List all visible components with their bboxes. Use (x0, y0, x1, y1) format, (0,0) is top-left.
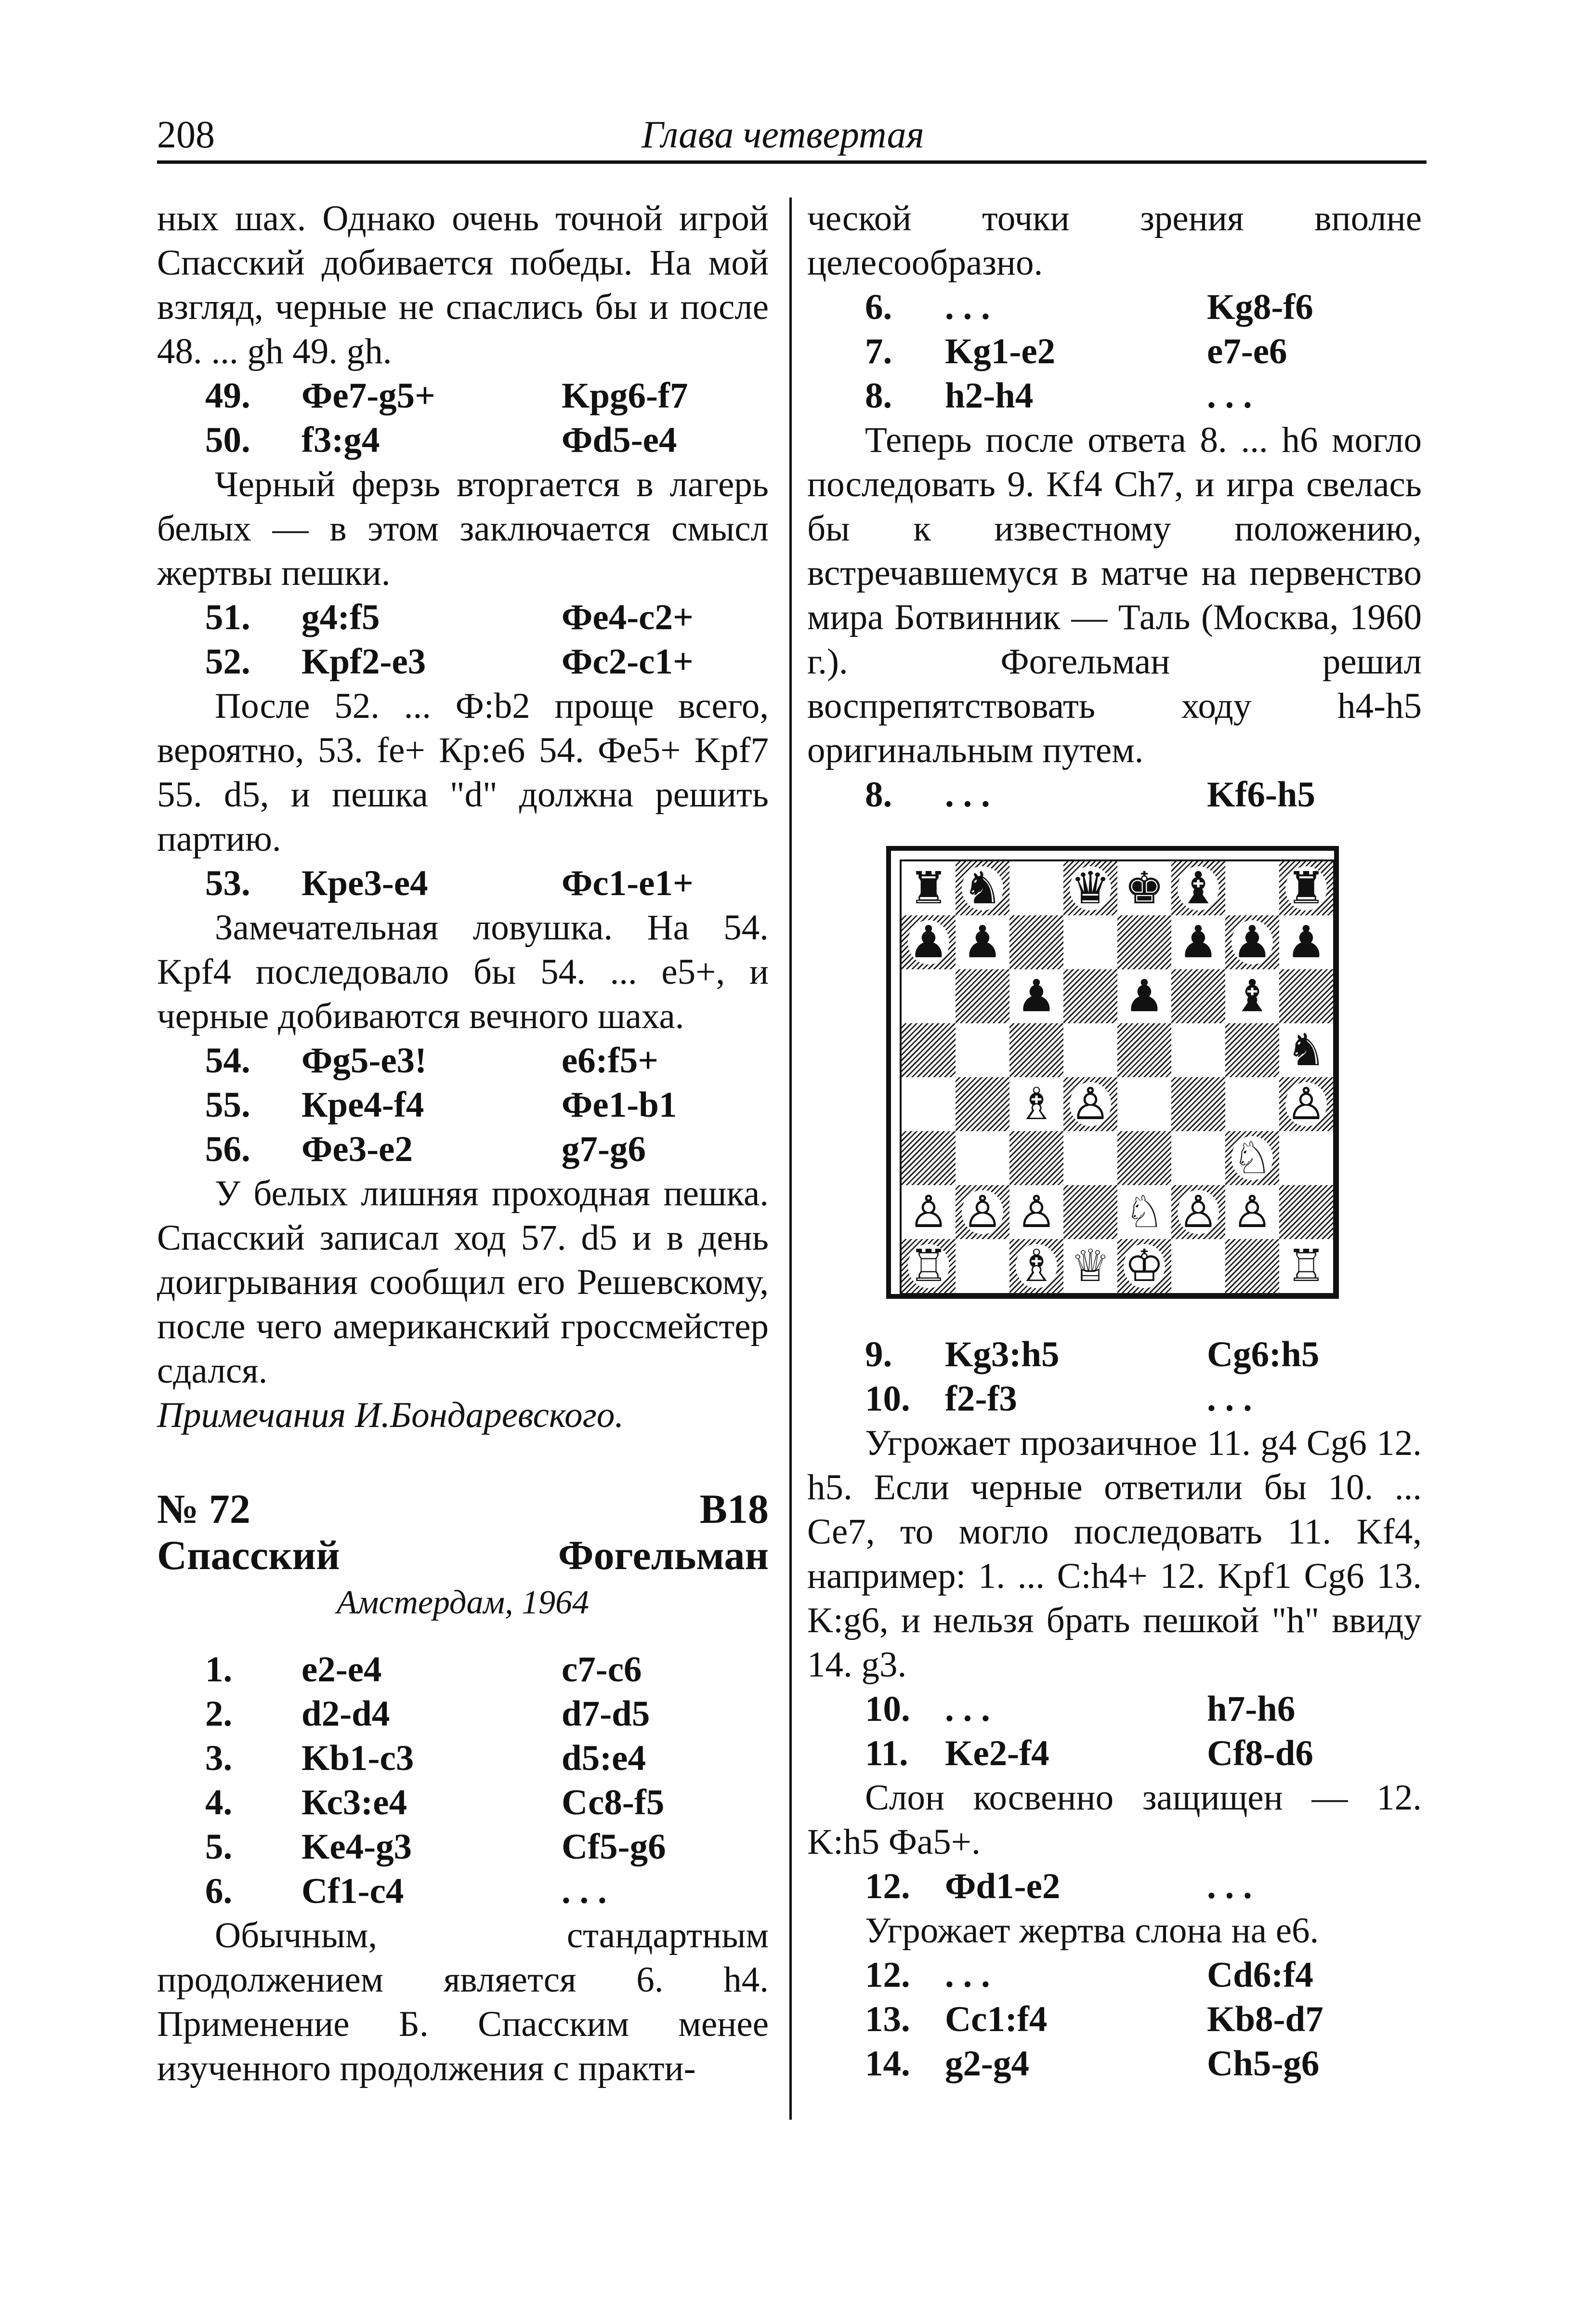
white-move: Ke2-f4 (945, 1733, 1049, 1773)
white-move: е2-е4 (301, 1650, 382, 1690)
board-square (956, 1077, 1009, 1131)
move-row (807, 1731, 1422, 1776)
board-square (1009, 1023, 1063, 1077)
paragraph: У белых лишняя проходная пешка. Спасский записал ход 57. d5 и в день доигрывания сообщил его Решевскому, после чего американский гроссмейстер сдался. (157, 1174, 769, 1391)
chess-piece-icon: ♖ (908, 1240, 949, 1292)
board-square (956, 1239, 1009, 1293)
move-list (807, 1864, 1422, 1909)
board-square (1225, 1185, 1279, 1239)
white-move: Kg1-e2 (945, 331, 1056, 371)
black-move: Cf8-d6 (1207, 1733, 1313, 1773)
move-row (807, 1333, 1422, 1377)
move-row (157, 861, 769, 906)
paragraph: Замечательная ловушка. На 54. Kpf4 последовало бы 54. ... е5+, и черные добиваются вечного шаха. (157, 908, 769, 1036)
right-column (807, 197, 1422, 2086)
black-move: Kf6-h5 (1207, 775, 1315, 815)
chess-piece-icon: ♙ (1016, 1186, 1057, 1238)
paragraph: Угрожает жертва слона на е6. (865, 1911, 1319, 1951)
chess-piece-icon: ♟ (908, 916, 949, 968)
board-square (902, 861, 956, 915)
white-move: f3:g4 (301, 420, 380, 460)
white-move: Kg3:h5 (945, 1334, 1060, 1374)
white-move: Кс3:е4 (301, 1783, 407, 1822)
board-square (1171, 1185, 1225, 1239)
move-row (807, 285, 1422, 330)
move-number: 8. (865, 775, 892, 815)
white-move: h2-h4 (945, 376, 1034, 416)
move-row (157, 1781, 769, 1825)
move-number: 12. (865, 1866, 910, 1906)
board-square (1279, 1131, 1333, 1185)
move-number: 50. (205, 420, 250, 460)
board-square (1171, 969, 1225, 1023)
chess-piece-icon: ♙ (962, 1186, 1003, 1238)
move-row (157, 418, 769, 462)
black-move: Kpg6-f7 (562, 376, 688, 416)
black-move: Cd6:f4 (1207, 1955, 1313, 1995)
board-square (1009, 969, 1063, 1023)
white-move: . . . (945, 1689, 990, 1729)
chess-piece-icon: ♟ (1286, 916, 1326, 968)
board-square (1279, 1239, 1333, 1293)
white-move: . . . (945, 1955, 990, 1995)
game-heading (157, 1486, 769, 1625)
move-list (157, 374, 769, 462)
black-move: е7-е6 (1207, 331, 1287, 371)
move-row (157, 595, 769, 640)
black-move: Фс2-с1+ (562, 642, 694, 682)
chess-piece-icon: ♛ (1070, 862, 1111, 914)
board-square (1225, 915, 1279, 969)
white-move: d2-d4 (301, 1694, 390, 1734)
white-move: Ke4-g3 (301, 1827, 412, 1867)
board-square (956, 1185, 1009, 1239)
board-square (1117, 969, 1171, 1023)
chess-piece-icon: ♝ (1232, 970, 1272, 1022)
header-rule (157, 160, 1427, 164)
white-move: Кре4-f4 (301, 1085, 424, 1125)
board-square (1063, 1185, 1117, 1239)
move-row (807, 330, 1422, 374)
chess-piece-icon: ♙ (1286, 1078, 1326, 1130)
move-row (807, 1997, 1422, 2042)
white-player: Спасский (157, 1532, 340, 1578)
board-square (1225, 1239, 1279, 1293)
board-square (902, 1077, 956, 1131)
chess-piece-icon: ♟ (962, 916, 1003, 968)
board-square (1117, 1185, 1171, 1239)
board-square (1171, 1023, 1225, 1077)
chess-piece-icon: ♗ (1016, 1078, 1057, 1130)
black-move: Фс1-е1+ (562, 863, 694, 903)
move-row (807, 773, 1422, 817)
paragraph: ных шах. Однако очень точной игрой Спасский добивается победы. На мой взгляд, черные не спаслись бы и после 48. ... gh 49. gh. (157, 198, 769, 371)
page-number: 208 (157, 114, 215, 156)
chess-piece-icon: ♙ (1178, 1186, 1218, 1238)
black-move: g7-g6 (562, 1129, 646, 1169)
move-row (157, 1648, 769, 1692)
board-square (1279, 861, 1333, 915)
board-square (1171, 1077, 1225, 1131)
white-move: Фе7-g5+ (301, 376, 435, 416)
move-row (807, 1864, 1422, 1909)
move-list (807, 1687, 1422, 1776)
black-move: Cf5-g6 (562, 1827, 666, 1867)
paragraph: Угрожает прозаичное 11. g4 Cg6 12. h5. Если черные ответили бы 10. ... Се7, то могло последовать 11. Kf4, например: 1. ... C:h4+ 12. Kpf1 Cg6 13. K:g6, и нельзя брать пешкой "h" ввиду 14. g3. (807, 1423, 1422, 1685)
board-square (1117, 915, 1171, 969)
board-square (902, 1023, 956, 1077)
black-move: . . . (1207, 1379, 1252, 1419)
move-row (157, 640, 769, 684)
board-square (1171, 915, 1225, 969)
move-row (807, 1377, 1422, 1421)
board-square (1171, 1239, 1225, 1293)
board-square (1009, 1239, 1063, 1293)
move-number: 1. (205, 1650, 233, 1690)
chess-piece-icon: ♗ (1016, 1240, 1057, 1292)
black-move: Фd5-e4 (562, 420, 677, 460)
board-square (1063, 1077, 1117, 1131)
board-square (902, 1185, 956, 1239)
board-frame (886, 846, 1339, 1299)
paragraph: Слон косвенно защищен — 12. K:h5 Фа5+. (807, 1778, 1422, 1862)
board-square (902, 915, 956, 969)
board-square (1063, 1131, 1117, 1185)
chess-piece-icon: ♘ (1232, 1132, 1272, 1184)
board-square (1171, 861, 1225, 915)
chess-piece-icon: ♟ (1016, 970, 1057, 1022)
move-row (157, 1736, 769, 1781)
board-square (1063, 915, 1117, 969)
move-number: 49. (205, 376, 250, 416)
white-move: . . . (945, 775, 990, 815)
chess-piece-icon: ♔ (1124, 1240, 1165, 1292)
white-move: Cf1-c4 (301, 1871, 404, 1911)
move-list (807, 285, 1422, 418)
paragraph: Теперь после ответа 8. ... h6 могло последовать 9. Kf4 Ch7, и игра свелась бы к известному положению, встречавшемуся в матче на первенство мира Ботвинник — Таль (Москва, 1960 г.). Фогельман решил воспрепятствовать ходу h4-h5 оригинальным путем. (807, 420, 1422, 770)
move-row (157, 374, 769, 418)
paragraph: После 52. ... Ф:b2 проще всего, вероятно, 53. fe+ Кр:е6 54. Фе5+ Kpf7 55. d5, и пешка "d" должна решить партию. (157, 686, 769, 859)
board-square (1171, 1131, 1225, 1185)
page-header (157, 111, 1424, 164)
board-square (1009, 1185, 1063, 1239)
board-square (902, 1131, 956, 1185)
move-row (807, 374, 1422, 418)
move-number: 11. (865, 1733, 908, 1773)
move-number: 55. (205, 1085, 250, 1125)
board-square (902, 969, 956, 1023)
move-row (157, 1127, 769, 1172)
board-square (1009, 915, 1063, 969)
move-number: 52. (205, 642, 250, 682)
move-row (157, 1039, 769, 1083)
move-row (157, 1825, 769, 1869)
board-square (1279, 1023, 1333, 1077)
move-row (157, 1692, 769, 1736)
board-square (1279, 1077, 1333, 1131)
chess-piece-icon: ♕ (1070, 1240, 1111, 1292)
black-move: с7-с6 (562, 1650, 642, 1690)
board-square (1279, 969, 1333, 1023)
black-move: Kg8-f6 (1207, 287, 1313, 327)
black-move: . . . (1207, 376, 1252, 416)
board-square (1009, 861, 1063, 915)
move-list (157, 1039, 769, 1172)
move-number: 53. (205, 863, 250, 903)
chess-piece-icon: ♘ (1124, 1186, 1165, 1238)
chess-piece-icon: ♙ (1232, 1186, 1272, 1238)
board-square (1117, 1131, 1171, 1185)
board-square (1117, 1023, 1171, 1077)
chess-piece-icon: ♙ (1070, 1078, 1111, 1130)
chess-piece-icon: ♟ (1124, 970, 1165, 1022)
black-player: Фогельман (558, 1532, 769, 1578)
white-move: g4:f5 (301, 597, 380, 637)
paragraph: Обычным, стандартным продолжением является 6. h4. Применение Б. Спасским менее изученного продолжения с практи- (157, 1915, 769, 2088)
move-list (807, 1333, 1422, 1421)
move-list (157, 861, 769, 906)
board-square (1063, 969, 1117, 1023)
board-square (1117, 1077, 1171, 1131)
board-square (956, 1131, 1009, 1185)
annotator-credit: Примечания И.Бондаревского. (157, 1395, 624, 1435)
move-list (157, 595, 769, 684)
black-move: Фе4-с2+ (562, 597, 694, 637)
board-square (1009, 1077, 1063, 1131)
move-number: 54. (205, 1041, 250, 1081)
game-number: № 72 (157, 1486, 250, 1532)
board-square (1009, 1131, 1063, 1185)
white-move: g2-g4 (945, 2044, 1029, 2084)
column-divider (789, 198, 792, 2120)
move-row (157, 1083, 769, 1127)
chess-piece-icon: ♜ (908, 862, 949, 914)
move-number: 51. (205, 597, 250, 637)
chess-diagram (886, 846, 1358, 1299)
eco-code: В18 (699, 1486, 769, 1532)
move-number: 10. (865, 1379, 910, 1419)
board-square (1225, 861, 1279, 915)
move-list (807, 1953, 1422, 2086)
black-move: . . . (562, 1871, 607, 1911)
white-move: Kpf2-e3 (301, 642, 426, 682)
black-move: Ch5-g6 (1207, 2044, 1320, 2084)
chess-piece-icon: ♖ (1286, 1240, 1326, 1292)
black-move: Фе1-b1 (562, 1085, 677, 1125)
white-move: f2-f3 (945, 1379, 1017, 1419)
white-move: Cc1:f4 (945, 1999, 1048, 2039)
board-square (956, 1023, 1009, 1077)
black-move: Cg6:h5 (1207, 1334, 1320, 1374)
chess-piece-icon: ♜ (1286, 862, 1326, 914)
white-move: Кре3-е4 (301, 863, 428, 903)
white-move: Фd1-e2 (945, 1866, 1061, 1906)
black-move: e6:f5+ (562, 1041, 658, 1081)
chess-piece-icon: ♟ (1232, 916, 1272, 968)
chess-piece-icon: ♚ (1124, 862, 1165, 914)
move-number: 9. (865, 1334, 892, 1374)
board-square (1063, 1239, 1117, 1293)
move-row (807, 2042, 1422, 2086)
white-move: Фе3-е2 (301, 1129, 413, 1169)
board-square (1225, 1131, 1279, 1185)
move-number: 10. (865, 1689, 910, 1729)
move-number: 12. (865, 1955, 910, 1995)
chess-board (900, 859, 1335, 1295)
board-square (1225, 1077, 1279, 1131)
paragraph: ческой точки зрения вполне целесообразно. (807, 198, 1422, 283)
venue: Амстердам, 1964 (336, 1584, 590, 1621)
move-list (807, 773, 1422, 817)
move-list (157, 1648, 769, 1914)
move-row (157, 1869, 769, 1914)
move-number: 2. (205, 1694, 233, 1734)
white-move: Фg5-e3! (301, 1041, 427, 1081)
board-square (1063, 1023, 1117, 1077)
board-square (956, 969, 1009, 1023)
move-number: 6. (865, 287, 892, 327)
paragraph: Черный ферзь вторгается в лагерь белых — в этом заключается смысл жертвы пешки. (157, 464, 769, 593)
board-square (1279, 915, 1333, 969)
chess-piece-icon: ♟ (1178, 916, 1218, 968)
board-square (1063, 861, 1117, 915)
board-square (956, 861, 1009, 915)
move-number: 5. (205, 1827, 233, 1867)
black-move: Kb8-d7 (1207, 1999, 1323, 2039)
white-move: Kb1-c3 (301, 1738, 414, 1778)
running-title: Глава четвертая (642, 114, 924, 156)
board-square (1225, 1023, 1279, 1077)
board-square (1117, 861, 1171, 915)
move-row (807, 1687, 1422, 1731)
left-column (157, 197, 769, 2091)
move-number: 4. (205, 1783, 233, 1822)
move-number: 7. (865, 331, 892, 371)
black-move: Сс8-f5 (562, 1783, 665, 1822)
chess-piece-icon: ♙ (908, 1186, 949, 1238)
move-number: 6. (205, 1871, 233, 1911)
board-square (1225, 969, 1279, 1023)
move-number: 3. (205, 1738, 233, 1778)
black-move: . . . (1207, 1866, 1252, 1906)
move-number: 13. (865, 1999, 910, 2039)
move-number: 8. (865, 376, 892, 416)
board-square (1279, 1185, 1333, 1239)
black-move: d5:e4 (562, 1738, 646, 1778)
black-move: h7-h6 (1207, 1689, 1296, 1729)
chess-piece-icon: ♝ (1178, 862, 1218, 914)
board-square (956, 915, 1009, 969)
chess-piece-icon: ♞ (1286, 1024, 1326, 1076)
white-move: . . . (945, 287, 990, 327)
board-square (1117, 1239, 1171, 1293)
chess-piece-icon: ♞ (962, 862, 1003, 914)
move-row (807, 1953, 1422, 1997)
move-number: 14. (865, 2044, 910, 2084)
board-square (902, 1239, 956, 1293)
move-number: 56. (205, 1129, 250, 1169)
black-move: d7-d5 (562, 1694, 650, 1734)
